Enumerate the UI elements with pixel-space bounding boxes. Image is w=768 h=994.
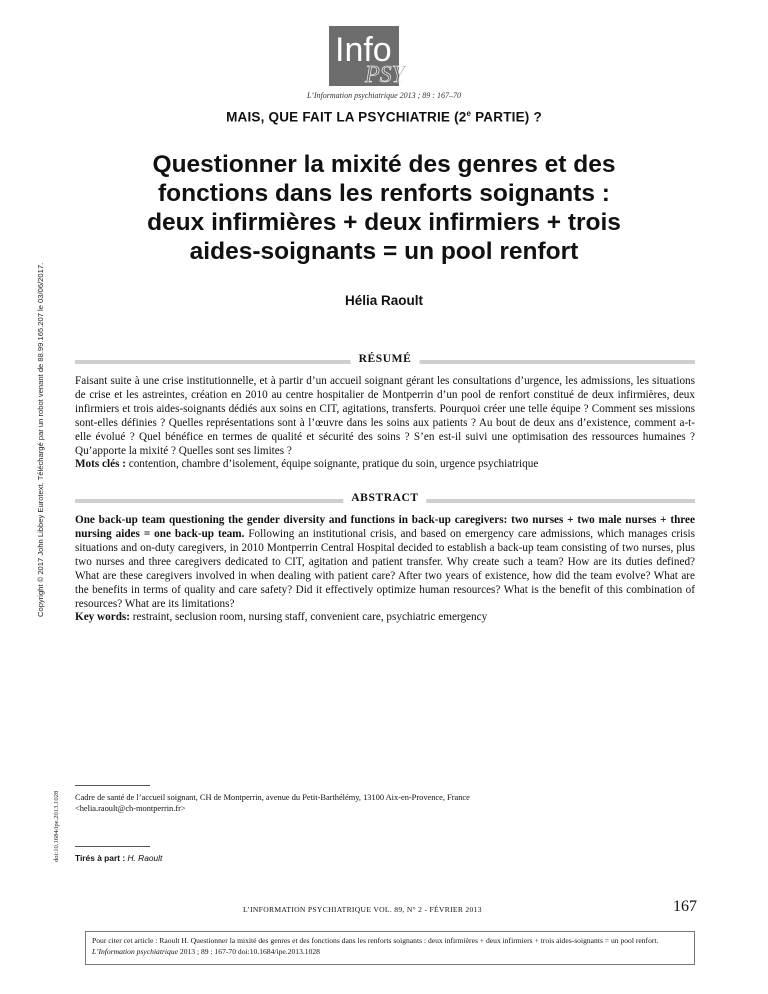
abstract-heading-label: ABSTRACT xyxy=(343,492,426,504)
citation-box xyxy=(85,931,695,965)
affiliation-rule xyxy=(75,785,150,786)
logo-text-info: Info xyxy=(335,31,392,69)
reprints-label: Tirés à part : xyxy=(75,853,126,863)
abstract-title: One back-up team questioning the gender diversity and functions in back-up caregivers: two nurses + two male nurses + three nursing aides = one back-up team. xyxy=(75,514,695,540)
reprints xyxy=(75,853,162,863)
series-title-after: PARTIE) ? xyxy=(471,109,542,125)
page-number: 167 xyxy=(673,898,697,915)
resume-text: Faisant suite à une crise institutionnelle, et à partir d’un accueil soignant gérant les consultations d’urgence, les admissions, les situations de crise et les astreintes, création en 2010 au centre hospitalier de Montperrin d’un pool de renfort constitué de deux infirmières, deux infirmiers et trois aides-soignants dédiés aux soins en CIT, agitations, transferts. Pourquoi créer une telle équipe ? Comment ses missions sont-elles définies ? Quelles représentations sont à l’œuvre dans les soins aux patients ? Au bout de deux ans d’existence, comment a-t-elle évolué ? Quel bénéfice en termes de qualité et sécurité des soins ? S’en est-il suivi une optimisation des ressources humaines ? Qu’apporte la mixité ? Quelles sont ses limites ? xyxy=(75,375,695,457)
resume-keywords-label: Mots clés : xyxy=(75,458,126,470)
abstract-keywords-list: restraint, seclusion room, nursing staff, convenient care, psychiatric emergency xyxy=(130,611,488,623)
affiliation xyxy=(75,792,695,814)
resume-keywords xyxy=(75,457,695,471)
series-title-before: MAIS, QUE FAIT LA PSYCHIATRIE (2 xyxy=(226,109,467,125)
logo-text-psy: PSY xyxy=(365,62,406,86)
abstract-keywords-label: Key words: xyxy=(75,611,130,623)
series-title xyxy=(0,109,768,125)
affiliation-line-1: Cadre de santé de l’accueil soignant, CH de Montperrin, avenue du Petit-Barthélémy, 13100 Aix-en-Provence, France xyxy=(75,793,470,802)
abstract-heading xyxy=(75,494,695,506)
doi-margin: doi:10.1684/ipe.2013.1028 xyxy=(53,790,60,862)
abstract-body: Following an institutional crisis, and based on emergency care admissions, which manages crisis situations and on-duty caregivers, in 2010 Montperrin Central Hospital decided to establish a back-up team consisting of two nurses, plus two nurses and three caregivers dedicated to CIT, agitation and patient transfer. Why create such a team? How are its duties defined? What are these caregivers involved in when dealing with patient care? After two years of existence, how did the team evolve? What are the benefits in terms of quality and care safety? Did it effectively optimize human resources? What is the benefit of this combination of resources? What are its limitations? xyxy=(75,528,695,610)
article-title xyxy=(110,150,658,266)
citation-journal: L’Information psychiatrique xyxy=(92,946,178,956)
resume-heading-label: RÉSUMÉ xyxy=(351,353,420,365)
abstract-keywords xyxy=(75,610,695,624)
running-footer: L’INFORMATION PSYCHIATRIQUE VOL. 89, N° 2 - FÉVRIER 2013 xyxy=(243,905,482,914)
affiliation-email: <helia.raoult@ch-montperrin.fr> xyxy=(75,804,186,813)
title-line-1: Questionner la mixité des genres et des xyxy=(152,151,616,178)
journal-reference: L’Information psychiatrique 2013 ; 89 : 167–70 xyxy=(307,91,461,100)
author-name: Hélia Raoult xyxy=(344,293,423,308)
reprints-rule xyxy=(75,846,150,847)
abstract-text xyxy=(75,513,695,611)
title-line-4: aides-soignants = un pool renfort xyxy=(189,238,579,265)
resume-heading xyxy=(75,355,695,367)
title-line-2: fonctions dans les renforts soignants : xyxy=(158,180,610,207)
resume-keywords-list: contention, chambre d’isolement, équipe soignante, pratique du soin, urgence psychiatrique xyxy=(125,458,539,470)
copyright-notice: Copyright © 2017 John Libbey Eurotext. Téléchargé par un robot venant de 88.99.165.207 le 03/06/2017. xyxy=(36,262,45,617)
series-title-sup: e xyxy=(466,109,472,118)
citation-text: Pour citer cet article : Raoult H. Questionner la mixité des genres et des fonctions dans les renforts soignants : deux infirmières + deux infirmiers + trois aides-soignants = un pool renfort. xyxy=(92,936,659,945)
title-line-3: deux infirmières + deux infirmiers + trois xyxy=(147,209,621,236)
journal-logo xyxy=(329,26,433,86)
citation-details: 2013 ; 89 : 167-70 doi:10.1684/ipe.2013.1028 xyxy=(178,946,320,956)
reprints-name: H. Raoult xyxy=(125,853,163,863)
